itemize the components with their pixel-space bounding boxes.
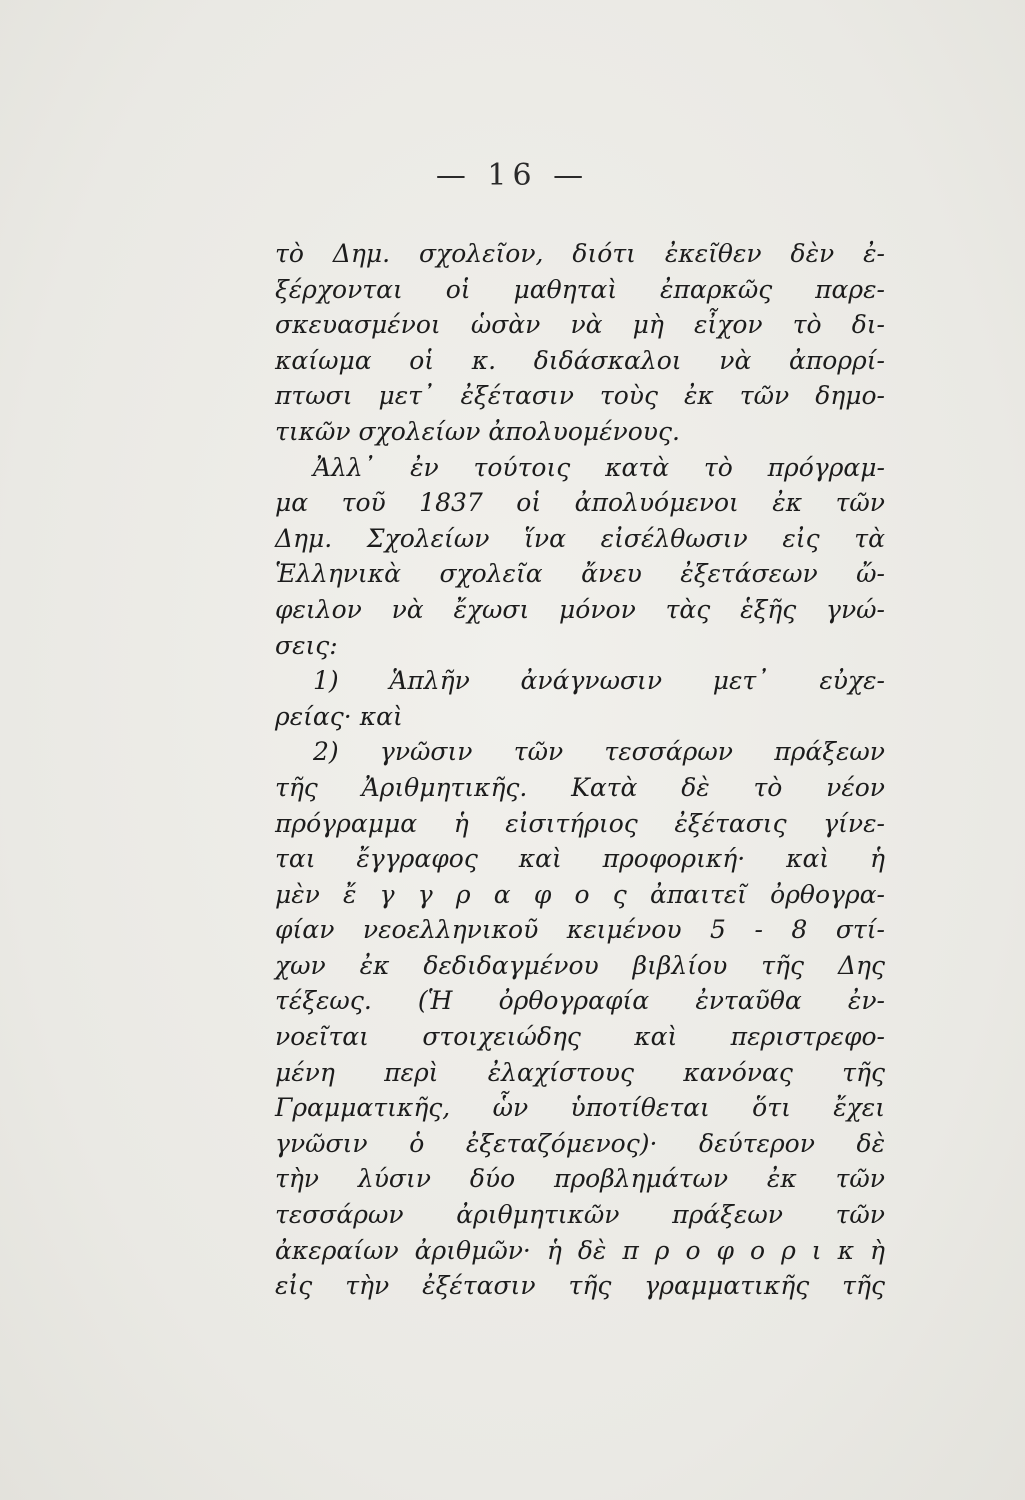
text-line: τῆς Ἀριθμητικῆς. Κατὰ δὲ τὸ νέον bbox=[275, 772, 885, 802]
text-line: καίωμα οἱ κ. διδάσκαλοι νὰ ἀπορρί- bbox=[275, 345, 885, 375]
text-line: 2) γνῶσιν τῶν τεσσάρων πράξεων bbox=[313, 737, 885, 767]
body-text bbox=[275, 236, 885, 1304]
text-line: τὸ Δημ. σχολεῖον, διότι ἐκεῖθεν δὲν ἐ- bbox=[275, 239, 885, 268]
text-line: φίαν νεοελληνικοῦ κειμένου 5 - 8 στί- bbox=[275, 915, 885, 945]
text-line: μα τοῦ 1837 οἱ ἀπολυόμενοι ἐκ τῶν bbox=[275, 488, 885, 518]
text-line: τὴν λύσιν δύο προβλημάτων ἐκ τῶν bbox=[275, 1164, 885, 1194]
text-line: τέξεως. (Ἡ ὀρθογραφία ἐνταῦθα ἐν- bbox=[275, 986, 885, 1016]
text-line: σεις: bbox=[275, 630, 338, 660]
text-line: μένη περὶ ἐλαχίστους κανόνας τῆς bbox=[275, 1057, 885, 1087]
page-number: — 16 — bbox=[435, 158, 590, 193]
text-line: γνῶσιν ὁ ἐξεταζόμενος)· δεύτερον δὲ bbox=[275, 1128, 885, 1158]
text-line: εἰς τὴν ἐξέτασιν τῆς γραμματικῆς τῆς bbox=[275, 1271, 885, 1301]
text-line: πρόγραμμα ἡ εἰσιτήριος ἐξέτασις γίνε- bbox=[275, 808, 885, 838]
text-line: 1) Ἁπλῆν ἀνάγνωσιν μετ᾽ εὐχε- bbox=[313, 666, 885, 696]
text-line: ξέρχονται οἱ μαθηταὶ ἐπαρκῶς παρε- bbox=[275, 274, 885, 304]
text-line: τικῶν σχολείων ἀπολυομένους. bbox=[275, 416, 680, 446]
text-line: φειλον νὰ ἔχωσι μόνον τὰς ἑξῆς γνώ- bbox=[275, 594, 885, 624]
text-line: ἀκεραίων ἀριθμῶν· ἡ δὲ π ρ ο φ ο ρ ι κ ὴ bbox=[275, 1235, 885, 1265]
text-line: Ἀλλ᾽ ἐν τούτοις κατὰ τὸ πρόγραμ- bbox=[313, 452, 885, 482]
text-line: μὲν ἔ γ γ ρ α φ ο ς ἀπαιτεῖ ὀρθογρα- bbox=[275, 879, 885, 909]
text-line: ρείας· καὶ bbox=[275, 701, 403, 731]
text-line: Γραμματικῆς, ὧν ὑποτίθεται ὅτι ἔχει bbox=[275, 1093, 885, 1123]
text-line: ται ἔγγραφος καὶ προφορική· καὶ ἡ bbox=[275, 844, 885, 874]
text-line: νοεῖται στοιχειώδης καὶ περιστρεφο- bbox=[275, 1022, 885, 1052]
text-line: σκευασμένοι ὡσὰν νὰ μὴ εἶχον τὸ δι- bbox=[275, 310, 885, 340]
text-line: τεσσάρων ἀριθμητικῶν πράξεων τῶν bbox=[275, 1200, 885, 1230]
text-line: χων ἐκ δεδιδαγμένου βιβλίου τῆς Δης bbox=[275, 950, 885, 980]
text-line: Ἑλληνικὰ σχολεῖα ἄνευ ἐξετάσεων ὤ- bbox=[275, 559, 885, 589]
text-line: πτωσι μετ᾽ ἐξέτασιν τοὺς ἐκ τῶν δημο- bbox=[275, 381, 885, 411]
text-line: Δημ. Σχολείων ἵνα εἰσέλθωσιν εἰς τὰ bbox=[275, 523, 885, 553]
